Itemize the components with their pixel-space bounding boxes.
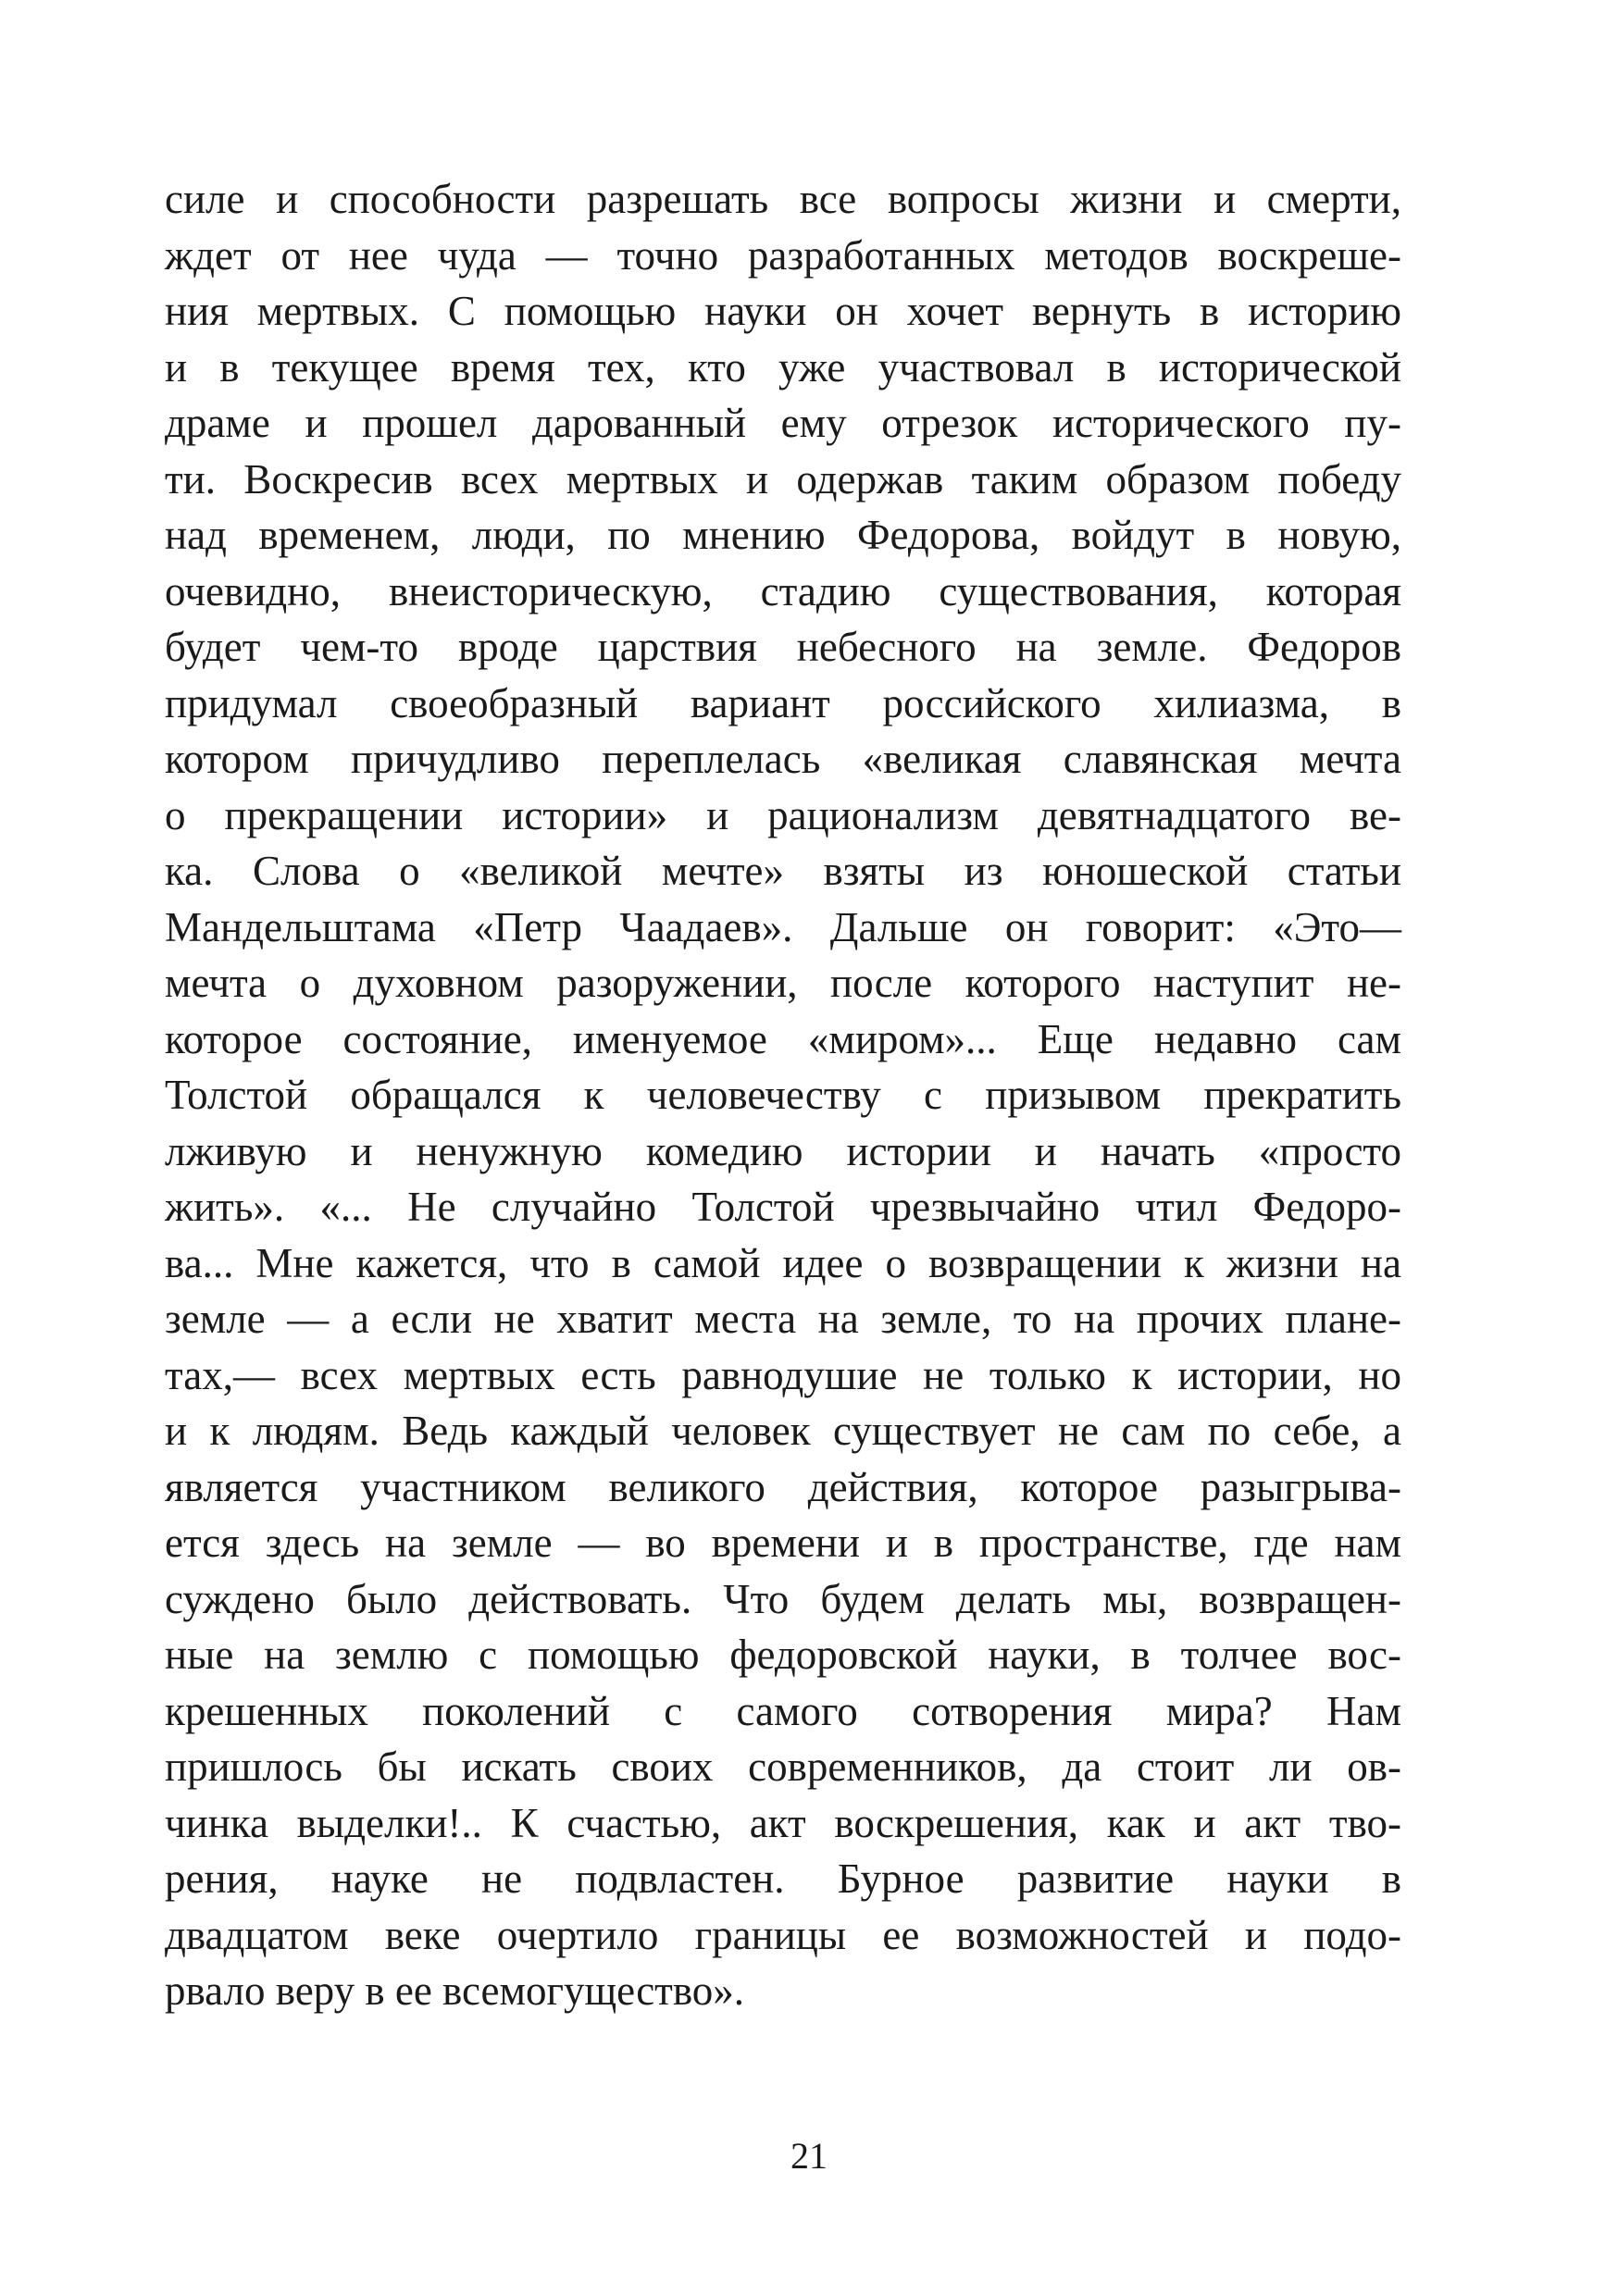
text-line: Толстой обращался к человечеству с призывом прекратить [165,1072,1401,1118]
text-line: рения, науке не подвластен. Бурное развитие науки в [165,1855,1401,1902]
text-line: драме и прошел дарованный ему отрезок исторического пу- [165,400,1401,446]
text-line: двадцатом веке очертило границы ее возможностей и подо- [165,1911,1401,1958]
text-line: очевидно, внеисторическую, стадию существования, которая [165,567,1401,614]
text-line: пришлось бы искать своих современников, да стоит ли ов- [165,1744,1401,1790]
text-line: чинка выделки!.. К счастью, акт воскрешения, как и акт тво- [165,1799,1401,1846]
text-line: ка. Слова о «великой мечте» взяты из юношеской статьи [165,848,1401,894]
text-line: суждено было действовать. Что будем делать мы, возвращен- [165,1575,1401,1622]
text-line: ные на землю с помощью федоровской науки, в толчее вос- [165,1632,1401,1678]
page-number: 21 [790,2135,828,2177]
text-line: которое состояние, именуемое «миром»... Еще недавно сам [165,1015,1401,1062]
text-line: о прекращении истории» и рационализм девятнадцатого ве- [165,791,1401,838]
text-line: тах,— всех мертвых есть равнодушие не только к истории, но [165,1351,1401,1398]
text-line: крешенных поколений с самого сотворения мира? Нам [165,1687,1401,1734]
text-line: котором причудливо переплелась «великая славянская мечта [165,736,1401,782]
text-line: придумал своеобразный вариант российского хилиазма, в [165,679,1401,726]
text-line: ется здесь на земле — во времени и в пространстве, где нам [165,1520,1401,1566]
text-line: ти. Воскресив всех мертвых и одержав таким образом победу [165,455,1401,503]
text-line: мечта о духовном разоружении, после которого наступит не- [165,960,1401,1006]
text-line: земле — а если не хватит места на земле, то на прочих плане- [165,1296,1401,1342]
text-line: рвало веру в ее всемогущество». [165,1967,745,2014]
text-line: над временем, люди, по мнению Федорова, войдут в новую, [165,512,1401,558]
body-text [165,171,1401,2019]
text-line: и к людям. Ведь каждый человек существует не сам по себе, а [165,1408,1401,1454]
text-line: силе и способности разрешать все вопросы жизни и смерти, [165,176,1401,222]
text-line: жить». «... Не случайно Толстой чрезвычайно чтил Федоро- [165,1184,1401,1230]
text-line: лживую и ненужную комедию истории и начать «просто [165,1127,1401,1174]
text-line: ждет от нее чуда — точно разработанных методов воскреше- [165,231,1401,279]
text-line: будет чем-то вроде царствия небесного на земле. Федоров [165,624,1401,670]
text-line: Мандельштама «Петр Чаадаев». Дальше он говорит: «Это— [165,903,1401,950]
text-line: ва... Мне кажется, что в самой идее о возвращении к жизни на [165,1239,1401,1286]
text-line: является участником великого действия, которое разыгрыва- [165,1463,1401,1510]
text-line: и в текущее время тех, кто уже участвовал в исторической [165,343,1401,391]
text-line: ния мертвых. С помощью науки он хочет вернуть в историю [165,288,1401,334]
